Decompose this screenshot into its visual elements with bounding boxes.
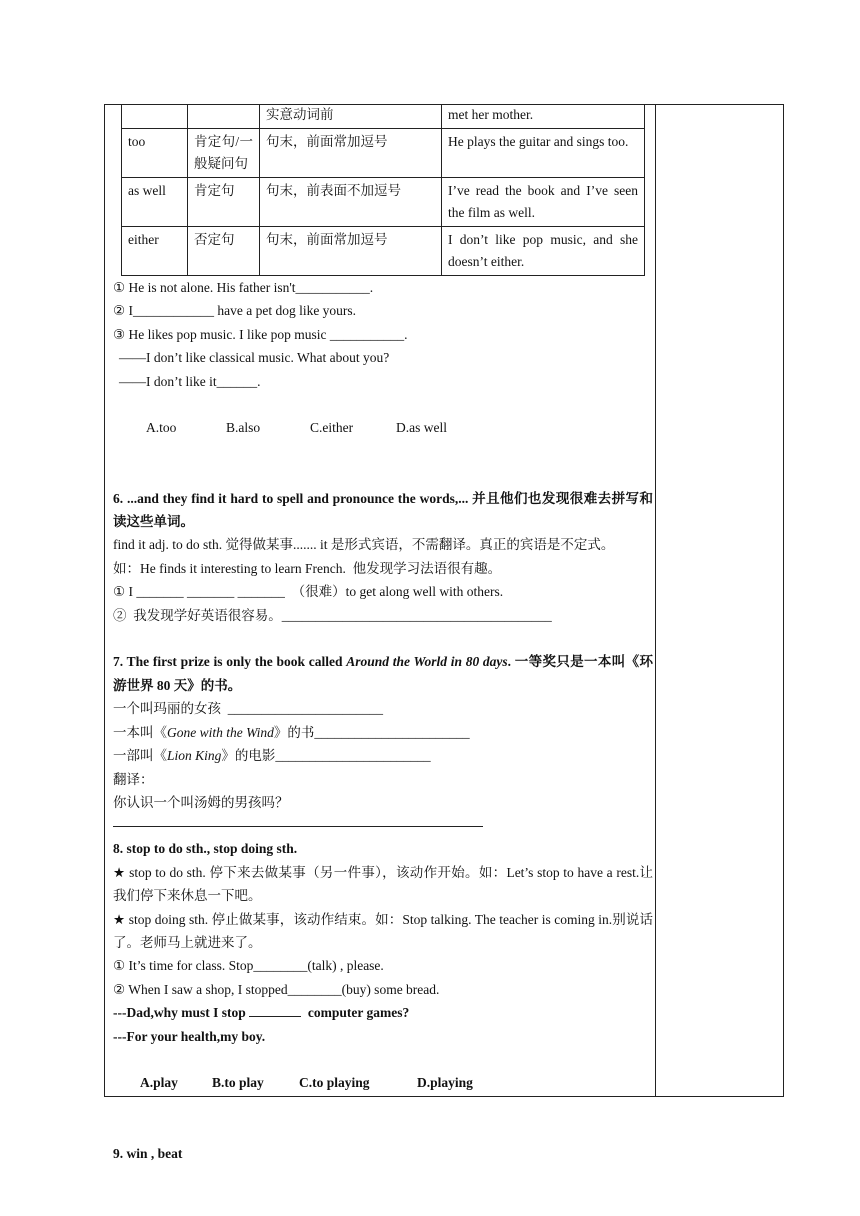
s7-line-2 (113, 721, 653, 744)
usage-table-row (122, 178, 645, 227)
cell-sentence-type: 肯定句 (188, 178, 260, 227)
cell-sentence-type: 否定句 (188, 227, 260, 276)
section-6 (113, 487, 653, 627)
s5-option-a: A.too (146, 420, 177, 436)
right-column-divider (655, 104, 656, 1097)
s6-example: 如：He finds it interesting to learn French. 他发现学习法语很有趣。 (113, 560, 502, 576)
s5-option-c: C.either (310, 420, 354, 436)
s7-translate-label: 翻译： (113, 771, 154, 787)
s8-option-a: A.play (140, 1075, 178, 1091)
s5-option-d: D.as well (396, 420, 447, 436)
cell-word: as well (122, 178, 188, 227)
s7-line-2-post: 》的书_______________________ (273, 724, 470, 740)
s5-question-3: ③ He likes pop music. I like pop music ___________. (113, 326, 408, 342)
cell-sentence-type (188, 104, 260, 129)
s8-heading: 8. stop to do sth., stop doing sth. (113, 841, 298, 857)
s8-point-1: ★ stop to do sth. 停下来去做某事（另一件事），该动作开始。如：Let’s stop to have a rest.让我们停下来休息一下吧。 (113, 864, 653, 904)
usage-table (121, 104, 645, 276)
cell-example: He plays the guitar and sings too. (442, 129, 645, 178)
content-column (113, 104, 653, 1165)
usage-table-row (122, 104, 645, 129)
cell-example: met her mother. (442, 104, 645, 129)
s5-question-2: ② I____________ have a pet dog like yours. (113, 303, 357, 319)
cell-word (122, 104, 188, 129)
s8-option-d: D.playing (417, 1075, 473, 1091)
s8-dialog-1 (113, 1001, 653, 1024)
section-5-exercises (113, 276, 653, 463)
usage-table-row (122, 129, 645, 178)
s7-translate-question: 你认识一个叫汤姆的男孩吗？ (113, 794, 289, 810)
cell-sentence-type: 肯定句/一般疑问句 (188, 129, 260, 178)
s7-line-3-pre: 一部叫《 (113, 748, 167, 764)
s7-line-3-post: 》的电影_______________________ (221, 748, 431, 764)
s6-question-2: ② 我发现学好英语很容易。________________________________________ (113, 607, 552, 623)
s8-options (113, 1048, 653, 1118)
s5-dialog-2: ——I don’t like it______. (119, 373, 261, 389)
cell-word: either (122, 227, 188, 276)
s7-line-3-title: Lion King (167, 748, 222, 764)
cell-example: I don’t like pop music, and she doesn’t either. (442, 227, 645, 276)
s7-answer-line (113, 814, 483, 827)
s7-line-1: 一个叫玛丽的女孩 _______________________ (113, 701, 383, 717)
s7-line-2-title: Gone with the Wind (167, 724, 274, 740)
section-8 (113, 837, 653, 1118)
s8-option-c: C.to playing (299, 1075, 370, 1091)
s8-question-1: ① It’s time for class. Stop________(talk) , please. (113, 958, 384, 974)
section-7 (113, 650, 653, 827)
s7-line-2-pre: 一本叫《 (113, 724, 167, 740)
s8-dialog-2: ---For your health,my boy. (113, 1028, 266, 1044)
cell-word: too (122, 129, 188, 178)
s6-heading: 6. ...and they find it hard to spell and pronounce the words,... 并且他们也发现很难去拼写和读这些单词。 (113, 490, 653, 530)
cell-example: I’ve read the book and I’ve seen the film as well. (442, 178, 645, 227)
cell-position: 实意动词前 (260, 104, 442, 129)
cell-position: 句末，前面常加逗号 (260, 129, 442, 178)
s8-option-b: B.to play (212, 1075, 264, 1091)
s7-heading-text: 7. The first prize is only the book called (113, 654, 347, 670)
cell-position: 句末，前面常加逗号 (260, 227, 442, 276)
s5-dialog-1: ——I don’t like classical music. What about you? (119, 350, 390, 366)
s5-options (113, 393, 653, 463)
s7-heading (113, 650, 653, 697)
s6-note: find it adj. to do sth. 觉得做某事....... it 是形式宾语，不需翻译。真正的宾语是不定式。 (113, 537, 615, 553)
s5-option-b: B.also (226, 420, 261, 436)
s5-question-1: ① He is not alone. His father isn't___________. (113, 280, 374, 295)
s6-question-1: ① I _______ _______ _______ （很难）to get along well with others. (113, 584, 504, 600)
s8-dialog-1-pre: ---Dad,why must I stop (113, 1005, 250, 1021)
usage-table-row (122, 227, 645, 276)
s7-book-title: Around the World in 80 days (346, 654, 508, 670)
s7-line-3 (113, 744, 653, 767)
s8-point-2: ★ stop doing sth. 停止做某事，该动作结束。如：Stop talking. The teacher is coming in.别说话了。老师马上就进来了。 (113, 911, 653, 950)
s7-heading-translation: . 一等奖只是一本叫《环游世界 80 天》的书。 (113, 654, 653, 693)
s8-dialog-blank (249, 1002, 301, 1017)
s9-heading: 9. win , beat (113, 1145, 183, 1161)
cell-position: 句末，前表面不加逗号 (260, 178, 442, 227)
s8-question-2: ② When I saw a shop, I stopped________(buy) some bread. (113, 981, 440, 997)
s8-dialog-1-post: computer games? (301, 1005, 410, 1021)
